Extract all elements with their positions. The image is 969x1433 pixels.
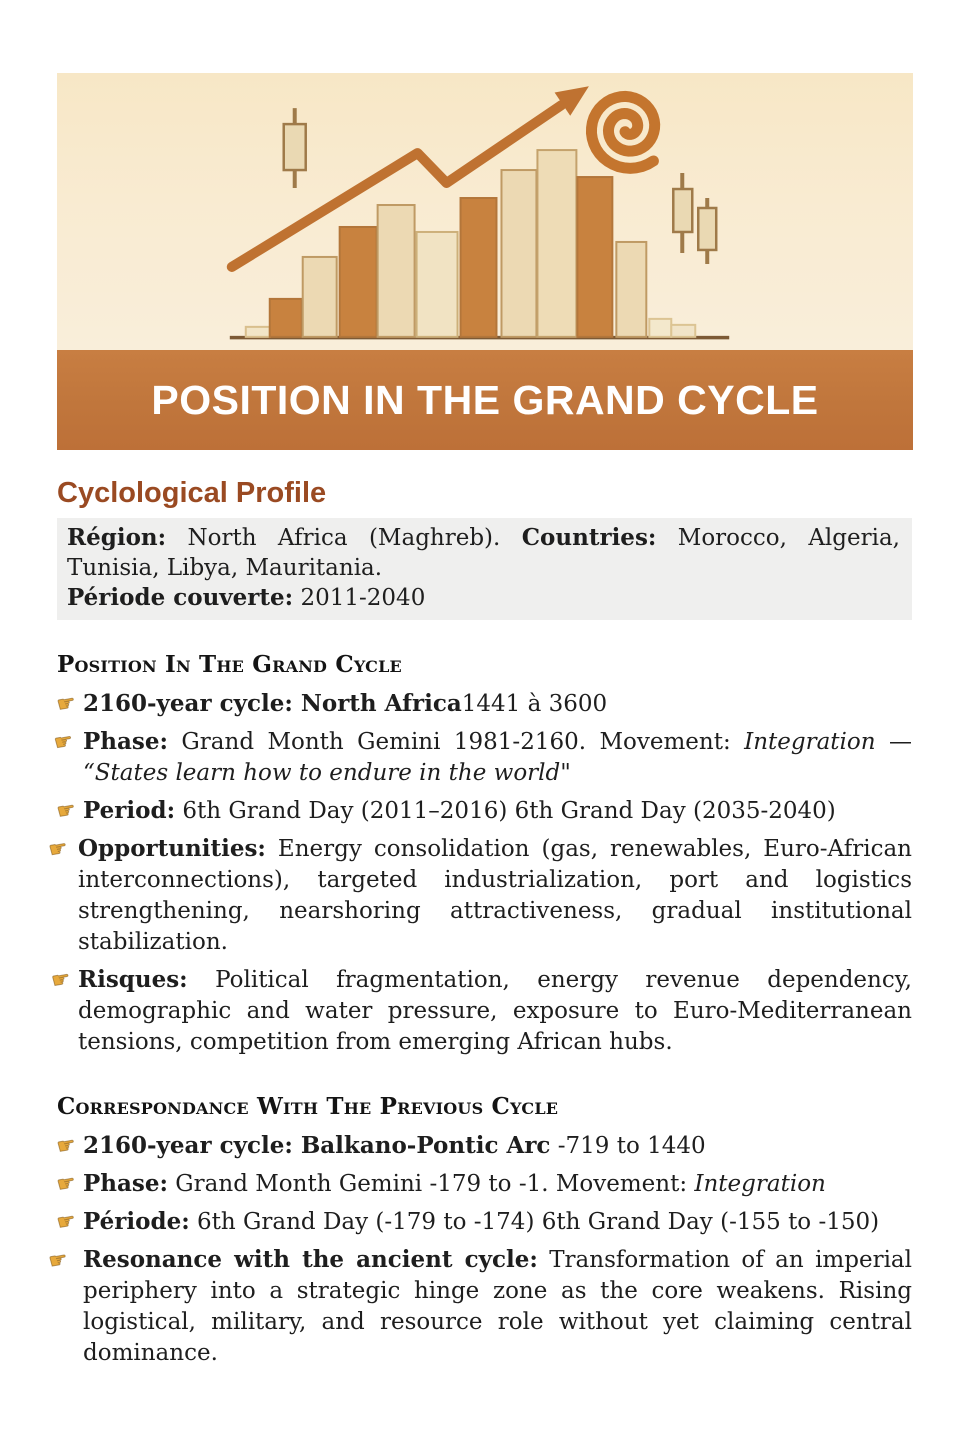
banner	[57, 350, 913, 450]
bullet-list	[46, 1130, 912, 1369]
section-heading: Position In The Grand Cycle	[57, 651, 402, 678]
spiral-icon	[591, 96, 654, 168]
header-image	[57, 73, 913, 450]
pointing-hand-icon: ☛	[46, 1246, 70, 1274]
bullet-text: 2160-year cycle: North Africa1441 à 3600	[83, 690, 608, 717]
pointing-hand-icon: ☛	[54, 1170, 78, 1198]
bullet-item	[54, 1168, 912, 1200]
pointing-hand-icon: ☛	[54, 1208, 78, 1236]
section-heading: Correspondance With The Previous Cycle	[57, 1093, 559, 1120]
bullet-text: Period: 6th Grand Day (2011–2016) 6th Grand Day (2035-2040)	[83, 797, 836, 824]
bullet-item	[54, 1130, 912, 1162]
growth-chart-illustration	[57, 73, 913, 350]
bullet-list	[46, 688, 913, 1058]
pointing-hand-icon: ☛	[54, 797, 78, 825]
pointing-hand-icon: ☛	[52, 728, 75, 756]
bullet-text: Phase: Grand Month Gemini -179 to -1. Movement: Integration	[83, 1170, 826, 1197]
pointing-hand-icon: ☛	[54, 1132, 78, 1160]
banner-title: POSITION IN THE GRAND CYCLE	[151, 376, 819, 423]
period-covered-line: Période couverte: 2011-2040	[67, 584, 426, 611]
bar-chart-bars	[246, 150, 695, 337]
bullet-item	[52, 726, 913, 789]
bar-chart-graphic	[57, 73, 913, 350]
bullet-text: 2160-year cycle: Balkano-Pontic Arc -719 to 1440	[83, 1132, 706, 1159]
bullet-text: Risques: Political fragmentation, energy revenue dependency, demographic and water pressure, exposure to Euro-Mediterranean tensions, competition from emerging African hubs.	[78, 966, 912, 1055]
profile-info-box	[57, 518, 912, 620]
bullet-text: Opportunities: Energy consolidation (gas, renewables, Euro-African interconnections), targeted industrialization, port and logistics strengthening, nearshoring attractiveness, gradual institutional stabilization.	[78, 835, 912, 955]
candlestick-icons-right	[673, 173, 716, 264]
candlestick-icon-left	[284, 108, 306, 188]
region-countries-line: Région: North Africa (Maghreb). Countries: Morocco, Algeria, Tunisia, Libya, Mauritania.	[67, 524, 900, 581]
page-title: Cyclological Profile	[57, 477, 327, 509]
bullet-item	[54, 688, 912, 720]
bullet-text: Resonance with the ancient cycle: Transformation of an imperial periphery into a strategic hinge zone as the core weakens. Rising logistical, military, and resource role without yet claiming central dominance.	[83, 1246, 912, 1366]
bullet-item	[54, 795, 912, 827]
bullet-text: Phase: Grand Month Gemini 1981-2160. Movement: Integration — “States learn how to endure in the world"	[83, 728, 913, 786]
bullet-item	[46, 833, 912, 958]
pointing-hand-icon: ☛	[49, 966, 73, 994]
section-grand-cycle	[46, 651, 913, 1058]
pointing-hand-icon: ☛	[54, 690, 78, 718]
bullet-item	[54, 1206, 912, 1238]
section-previous-cycle	[46, 1093, 912, 1369]
bullet-item	[46, 1244, 912, 1369]
bullet-item	[49, 964, 912, 1058]
pointing-hand-icon: ☛	[46, 835, 70, 863]
bullet-text: Période: 6th Grand Day (-179 to -174) 6th Grand Day (-155 to -150)	[83, 1208, 880, 1235]
